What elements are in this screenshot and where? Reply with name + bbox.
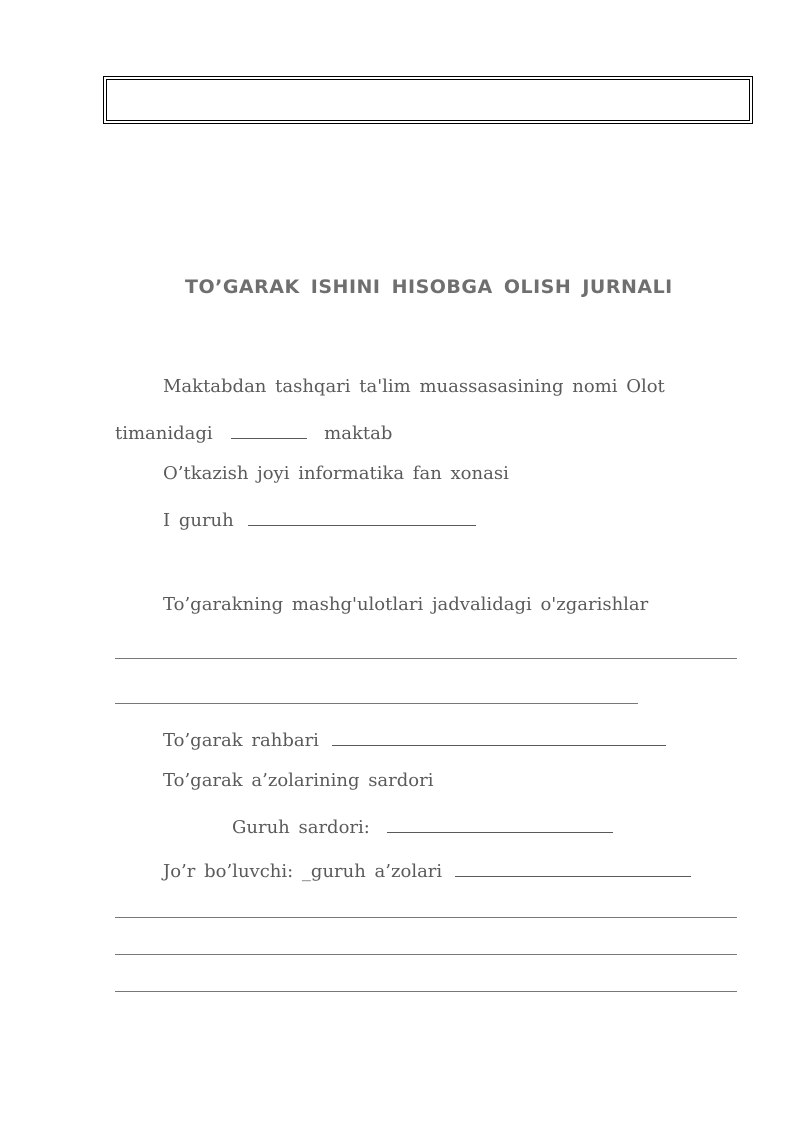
members-blank-2[interactable] — [115, 954, 737, 955]
leader-blank[interactable] — [332, 727, 666, 746]
group-line — [163, 507, 476, 531]
page-title: TO’GARAK ISHINI HISOBGA OLISH JURNALI — [185, 276, 673, 298]
group-blank[interactable] — [248, 507, 476, 526]
members-blank-3[interactable] — [115, 991, 737, 992]
group-head-line — [232, 814, 613, 838]
school-name-line: Maktabdan tashqari ta'lim muassasasining nomi Olot — [163, 376, 665, 397]
header-frame — [103, 76, 753, 124]
members-blank-1[interactable] — [115, 917, 737, 918]
leader-line — [163, 727, 666, 751]
group-head-label: Guruh sardori: — [232, 817, 370, 838]
group-label: I guruh — [163, 510, 234, 531]
changes-blank-1[interactable] — [115, 658, 737, 659]
changes-blank-2[interactable] — [115, 703, 638, 704]
members-head-label: To’garak a’zolarining sardori — [163, 770, 434, 791]
group-head-blank[interactable] — [387, 814, 613, 833]
venue-line: O’tkazish joyi informatika fan xonasi — [163, 463, 509, 484]
leader-label: To’garak rahbari — [163, 730, 319, 751]
school-number-blank[interactable] — [231, 420, 307, 439]
responsible-blank[interactable] — [455, 858, 691, 877]
school-district-prefix: timanidagi — [115, 423, 213, 444]
schedule-changes-label: To’garakning mashg'ulotlari jadvalidagi o'zgarishlar — [163, 594, 649, 615]
school-district-suffix: maktab — [324, 423, 393, 444]
responsible-line — [163, 858, 691, 882]
responsible-label: Jo’r bo’luvchi: _guruh a’zolari — [163, 861, 443, 882]
school-district-line — [115, 420, 392, 444]
